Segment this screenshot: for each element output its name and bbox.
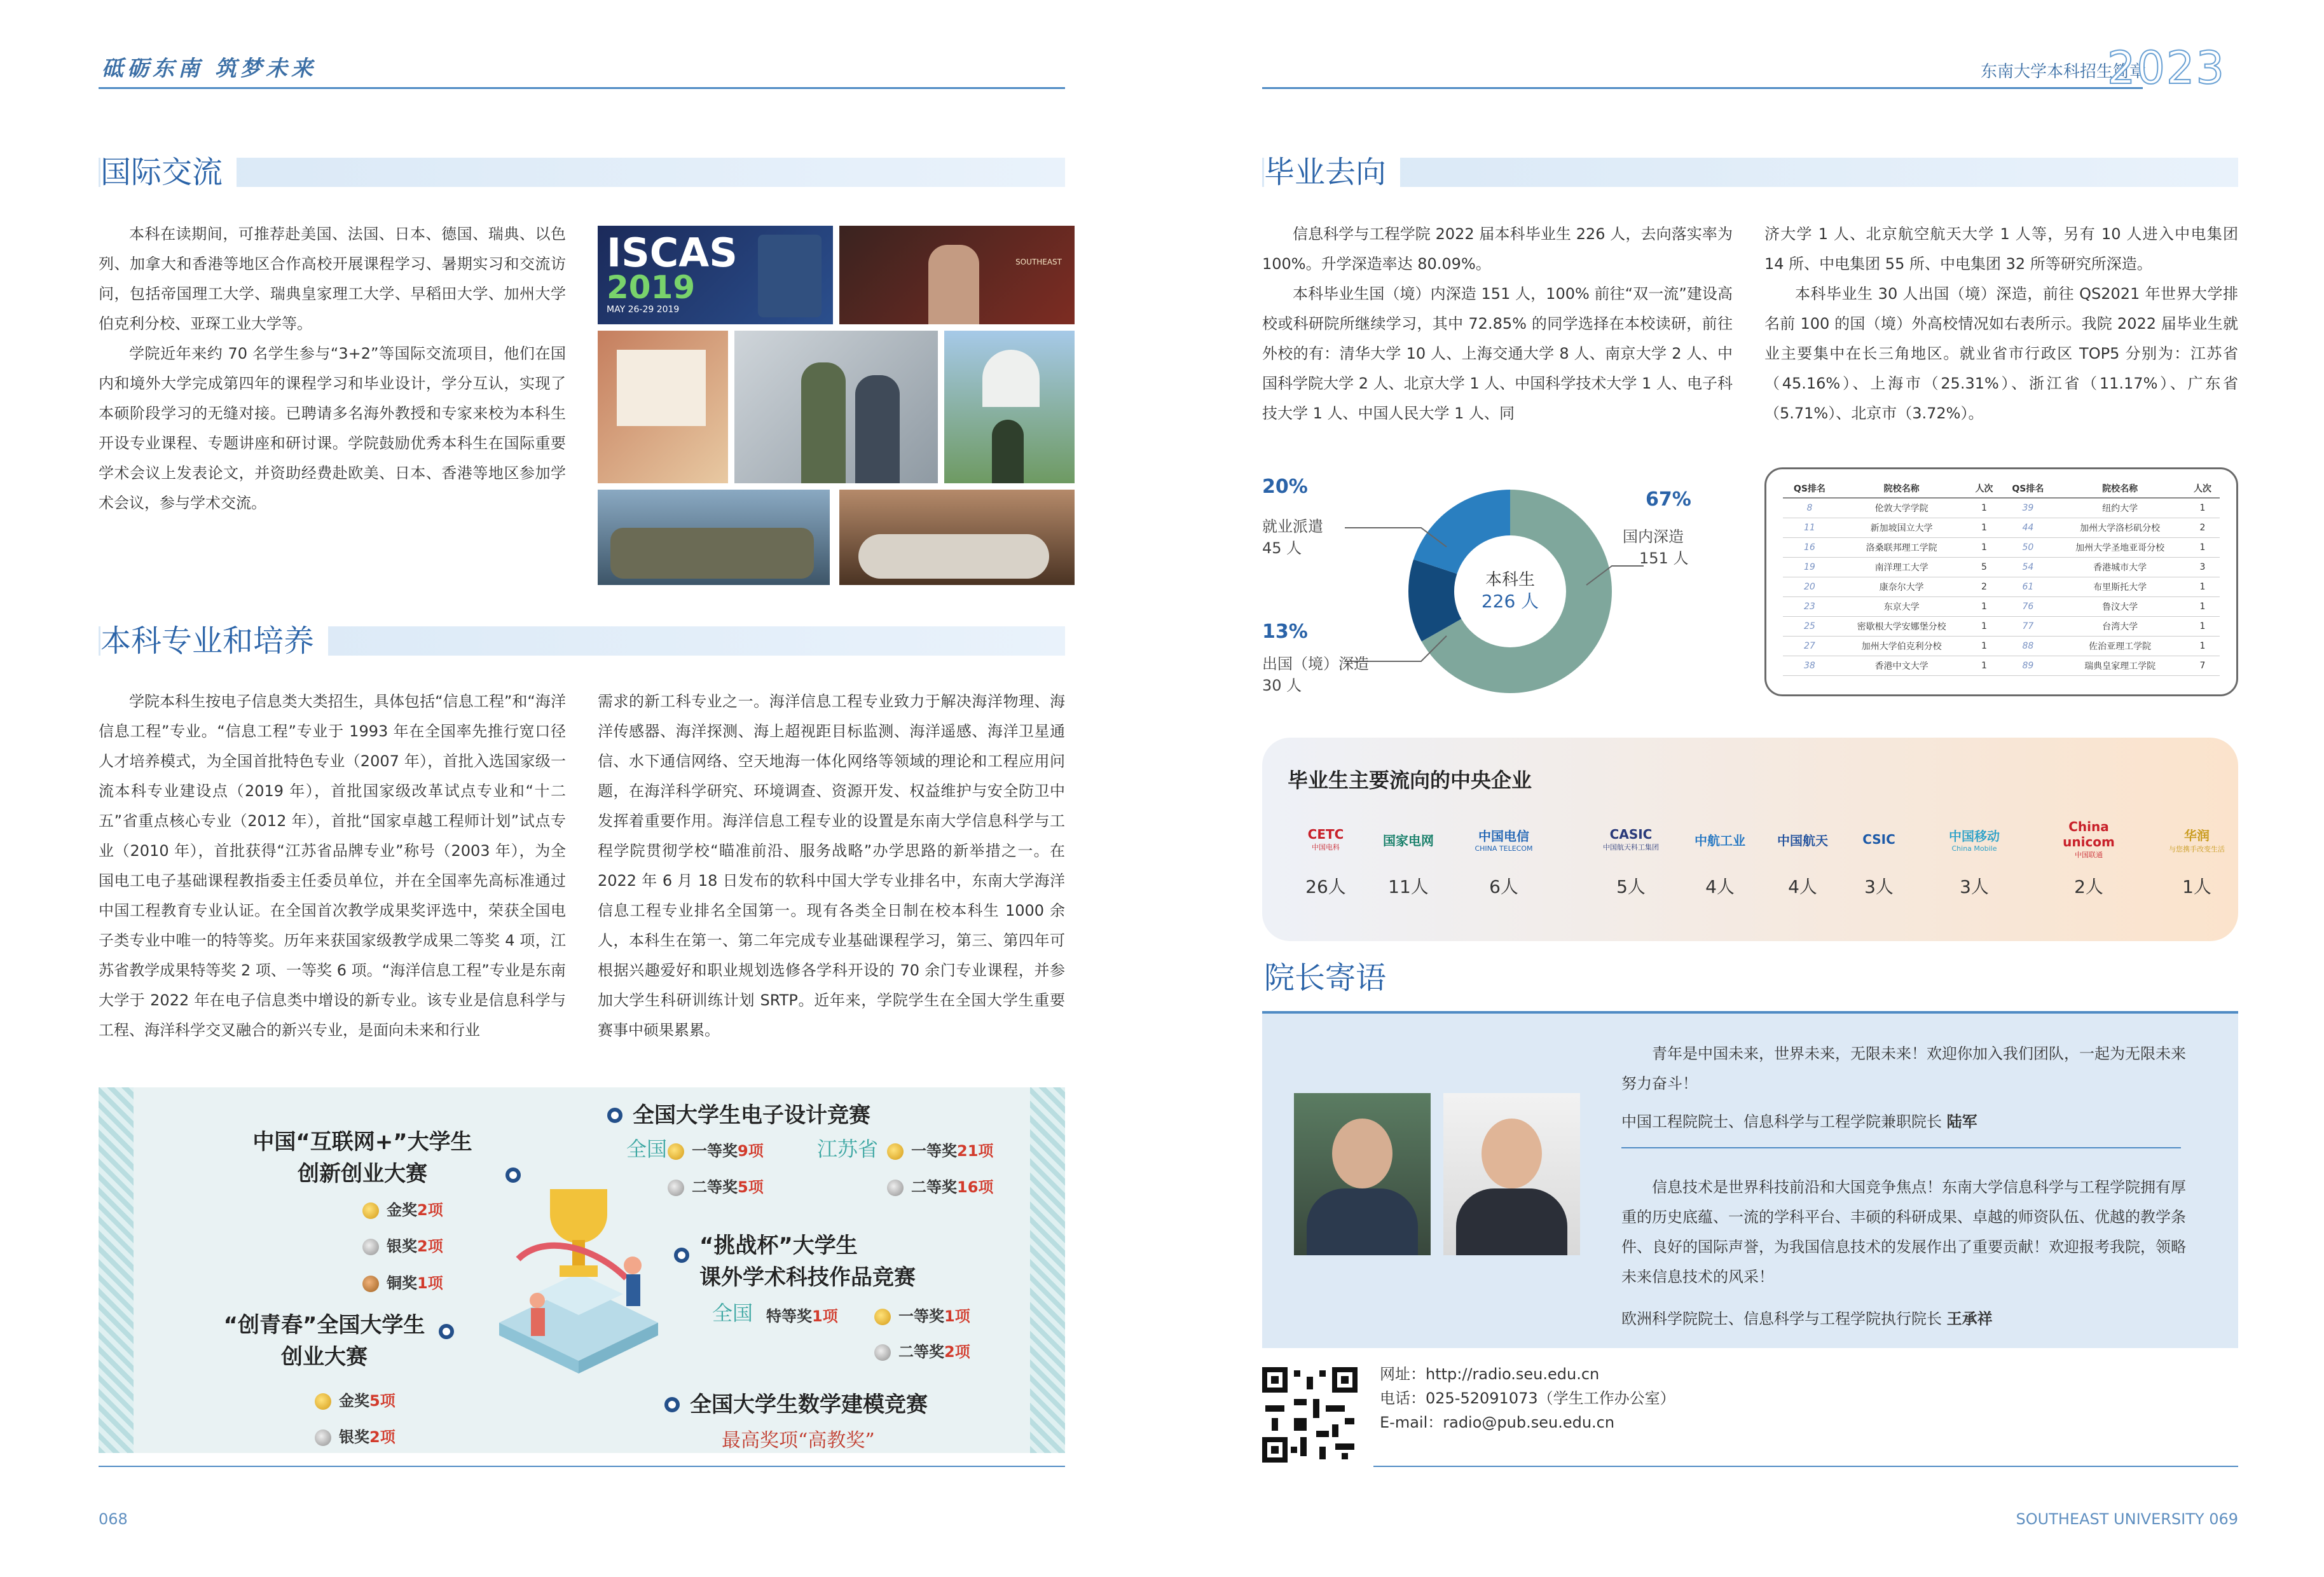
qs-table-row (1783, 636, 2220, 656)
iscas-date: MAY 26-29 2019 (607, 305, 680, 315)
footer-university: SOUTHEAST UNIVERSITY 069 (2016, 1510, 2238, 1528)
math-modeling-bullet (664, 1397, 680, 1412)
wang-chengxiang-suit (1456, 1188, 1567, 1255)
gold-medal-icon (362, 1202, 379, 1219)
intl-section-title: 国际交流 (100, 155, 237, 190)
enterprise-logo-icon (1847, 817, 1911, 862)
enterprise-logo-subtext: 与您携手改变生活 (2169, 844, 2225, 853)
qs-table-cell: 1 (1967, 616, 2001, 636)
qs-table-cell: 27 (1783, 636, 1836, 656)
contact-email[interactable]: E-mail：radio@pub.seu.edu.cn (1380, 1414, 1615, 1431)
graduation-col2-para-2: 本科毕业生 30 人出国（境）深造，前往 QS2021 年世界大学排名前 100 的国（境）外高校情况如右表所示。我院 2022 届毕业生就业主要集中在长三角地区。就业省市行政区 TOP5 分别为：江苏省（45.16%）、上海市（25.31%）、浙江省（11.17%）、广东省（5.71%）、北京市（3.72%）。 (1764, 285, 2238, 422)
photo-poster-session (598, 331, 728, 483)
qs-table-row (1783, 557, 2220, 577)
qs-ranking-table (1783, 479, 2220, 676)
gold-medal-icon (668, 1143, 684, 1160)
electronic-design-jiangsu-label: 江苏省 (817, 1137, 879, 1161)
qs-ranking-table-box (1764, 467, 2238, 696)
qs-table-cell: 1 (1967, 656, 2001, 675)
silver-medal-icon (887, 1180, 904, 1196)
enterprise-count: 3人 (1960, 876, 1989, 897)
qs-table-cell: 1 (1967, 596, 2001, 616)
qs-header-cell: 院校名称 (1836, 479, 1967, 498)
challenge-cup-title-1: “挑战杯”大学生 (699, 1233, 858, 1258)
challenge-cup-second: 二等奖2项 (874, 1339, 970, 1361)
qs-table-cell: 38 (1783, 656, 1836, 675)
challenge-cup-first: 一等奖1项 (874, 1304, 970, 1326)
qs-table-row (1783, 656, 2220, 675)
intl-body (99, 219, 566, 518)
enterprise-count: 4人 (1705, 876, 1735, 897)
qs-table-row (1783, 616, 2220, 636)
qs-header-cell: QS排名 (2001, 479, 2054, 498)
qs-table-cell: 布里斯托大学 (2054, 577, 2185, 596)
qs-table-cell: 1 (2185, 636, 2220, 656)
panel-stripes-right (1030, 1087, 1065, 1453)
graduation-col-1 (1262, 219, 1733, 429)
enterprise-count: 26人 (1305, 876, 1346, 897)
enterprise-logo-icon (1377, 817, 1440, 862)
qs-table-body (1783, 498, 2220, 675)
enterprise-logo-subtext: 中国航天科工集团 (1603, 843, 1659, 851)
enterprise-count: 6人 (1489, 876, 1518, 897)
major-col-2: 需求的新工科专业之一。海洋信息工程专业致力于解决海洋物理、海洋传感器、海洋探测、海上超视距目标监测、海洋遥感、海洋卫星通信、水下通信网络、空天地海一体化网络等领域的理论和工程应用问题，在海洋科学研究、环境调查、资源开发、权益维护与安全防卫中发挥着重要作用。海洋信息工程专业的设置是东南大学信息科学与工程学院贯彻学校“瞄准前沿、服务战略”办学思路的新举措之一。在 2022 年 6 月 18 日发布的软科中国大学专业排名中，东南大学海洋信息工程专业排名全国第一。现有各类全日制在校本科生 1000 余人，本科生在第一、第二年完成专业基础课程学习，第三、第四年可根据兴趣爱好和职业规划选修各学科开设的 70 余门专业课程，并参加大学生科研训练计划 SRTP。近年来，学院学生在全国大学生重要赛事中硕果累累。 (598, 692, 1065, 1039)
qs-table-cell: 23 (1783, 596, 1836, 616)
qs-table-cell: 25 (1783, 616, 1836, 636)
graduation-section-bar (1262, 158, 2238, 187)
intl-section-bar (99, 158, 1065, 187)
gold-medal-icon (315, 1393, 331, 1410)
chuangqingchun-bullet (439, 1324, 454, 1339)
photo-iscas-banner (598, 226, 833, 324)
qs-table-cell: 1 (1967, 636, 2001, 656)
person-3 (992, 420, 1024, 483)
photo-wang-chengxiang (1443, 1093, 1580, 1255)
qs-table-row (1783, 498, 2220, 518)
challenge-cup-national-label: 全国 (712, 1301, 753, 1325)
speaker-person (928, 245, 979, 324)
dean-message-2: 信息技术是世界科技前沿和大国竞争焦点！东南大学信息科学与工程学院拥有厚重的历史底蕴、一流的学科平台、丰硕的科研成果、卓越的师资队伍、优越的教学条件、良好的国际声誉，为我国信息技术的发展作出了重要贡献！欢迎报考我院，领略未来信息技术的风采！ (1621, 1178, 2186, 1286)
dean-divider (1621, 1147, 2181, 1148)
enterprise-count: 1人 (2182, 876, 2211, 897)
electronic-design-bullet (607, 1108, 622, 1123)
qs-table-row (1783, 596, 2220, 616)
enterprise-count: 11人 (1388, 876, 1429, 897)
iscas-person (758, 235, 822, 317)
qs-table-cell: 加州大学圣地亚哥分校 (2054, 537, 2185, 557)
qs-table-cell: 50 (2001, 537, 2054, 557)
qr-code[interactable] (1262, 1367, 1358, 1463)
graduation-col-2 (1764, 219, 2238, 429)
qs-table-cell: 20 (1783, 577, 1836, 596)
silver-medal-icon (668, 1180, 684, 1196)
photo-lu-jun (1294, 1093, 1431, 1255)
internet-plus-award-silver: 银奖2项 (362, 1234, 443, 1256)
enterprise-logo-text: 国家电网 (1383, 832, 1434, 848)
enterprise-logo-icon (2165, 817, 2229, 862)
major-section-title: 本科专业和培养 (100, 623, 328, 659)
donut-slice (1413, 490, 1510, 574)
qs-table-cell: 香港中文大学 (1836, 656, 1967, 675)
panel-stripes-left (99, 1087, 134, 1453)
iscas-title: ISCAS (607, 230, 738, 276)
bronze-medal-icon (362, 1276, 379, 1292)
enterprise-logo-text: CETC (1307, 827, 1344, 842)
qs-table-cell: 鲁汶大学 (2054, 596, 2185, 616)
electronic-design-national-label: 全国 (626, 1137, 668, 1161)
graduation-col1-para-2: 本科毕业生国（境）内深造 151 人，100% 前往“双一流”建设高校或科研院所继续学习，其中 72.85% 的同学选择在本校读研，前往外校的有：清华大学 10 人、上海交通大学 8 人、南京大学 2 人、中国科学院大学 2 人、北京大学 1 人、中国科学技术大学 1 人、电子科技大学 1 人、中国人民大学 1 人、同 (1262, 285, 1733, 422)
qs-table-cell: 61 (2001, 577, 2054, 596)
major-col-1: 学院本科生按电子信息类大类招生，具体包括“信息工程”和“海洋信息工程”专业。“信息工程”专业于 1993 年在全国率先推行宽口径人才培养模式，为全国首批特色专业（2007 年），首批入选国家级一流本科专业建设点（2019 年），首批国家级改革试点专业和“十二五”省重点核心专业（2012 年），首批“国家卓越工程师计划”试点专业（2010 年），首批获得“江苏省品牌专业”称号（2003 年），为全国电工电子基础课程教指委主任委员单位，并在全国率先高标准通过中国工程教育专业认证。在全国首次教学成果奖评选中，荣获全国电子类专业中唯一的特等奖。历年来获国家级教学成果二等奖 4 项，江苏省教学成果特等奖 2 项、一等奖 6 项。“海洋信息工程”专业是东南大学于 2022 年在电子信息类中增设的新专业。该专业是信息科学与工程、海洋科学交叉融合的新兴专业，是面向未来和行业 (99, 692, 566, 1039)
math-modeling-highest: 最高奖项“高教奖” (722, 1429, 875, 1452)
qs-table-cell: 3 (2185, 557, 2220, 577)
qs-table-row (1783, 537, 2220, 557)
enterprise-logo-text: 中国移动 (1949, 829, 2000, 844)
qs-table-cell: 7 (2185, 656, 2220, 675)
enterprise-logo-icon (1942, 817, 2006, 862)
enterprise-item (1764, 817, 1841, 899)
person-1 (801, 362, 846, 483)
lu-jun-suit (1307, 1188, 1418, 1255)
photo-banquet (839, 490, 1075, 585)
enterprise-item (1370, 817, 1447, 899)
silver-medal-icon (362, 1239, 379, 1255)
enterprise-count: 5人 (1616, 876, 1646, 897)
contact-phone: 电话：025-52091073（学生工作办公室） (1380, 1389, 1675, 1407)
qs-table-row (1783, 577, 2220, 596)
qs-table-cell: 77 (2001, 616, 2054, 636)
enterprise-item (2159, 817, 2235, 899)
enterprise-item (1593, 817, 1669, 899)
qs-table-cell: 1 (2185, 498, 2220, 518)
chuangqingchun-title-1: “创青春”全国大学生 (223, 1312, 425, 1338)
enterprises-title: 毕业生主要流向的中央企业 (1288, 768, 1532, 792)
enterprise-logo-text: 华润 (2184, 827, 2210, 843)
enterprise-count: 4人 (1788, 876, 1817, 897)
enterprise-logo-icon (1771, 817, 1834, 862)
chuangqingchun-title-2: 创业大赛 (281, 1344, 368, 1370)
qs-header-cell: 人次 (1967, 479, 2001, 498)
photo-speaker (839, 226, 1075, 324)
qs-table-cell: 密歇根大学安娜堡分校 (1836, 616, 1967, 636)
enterprise-logo-text: 中国航天 (1777, 832, 1828, 848)
capitol-dome (982, 350, 1040, 407)
graduation-col1-para-1: 信息科学与工程学院 2022 届本科毕业生 226 人，去向落实率为 100%。升学深造率达 80.09%。 (1262, 225, 1733, 273)
enterprise-item (1466, 817, 1542, 899)
qs-header-cell: 院校名称 (2054, 479, 2185, 498)
brochure-year: 2023 (2107, 42, 2225, 94)
photo-capitol (944, 331, 1075, 483)
header-rule-left (99, 87, 1065, 89)
enterprise-logo-subtext: China Mobile (1951, 844, 1997, 853)
electronic-design-national-first: 一等奖9项 (668, 1138, 764, 1160)
person-2 (855, 375, 900, 483)
qs-table-cell: 加州大学伯克利分校 (1836, 636, 1967, 656)
qs-table-cell: 1 (2185, 616, 2220, 636)
slice-employment-name: 就业派遣 (1262, 518, 1323, 535)
chuangqingchun-award-gold: 金奖5项 (315, 1388, 395, 1410)
trophy-illustration (474, 1164, 684, 1374)
slice-employment-pct: 20% (1262, 476, 1308, 498)
electronic-design-jiangsu-second: 二等奖16项 (887, 1174, 993, 1197)
graduation-section-title: 毕业去向 (1264, 155, 1400, 190)
slice-abroad-count: 30 人 (1262, 677, 1302, 694)
iscas-year: 2019 (607, 269, 696, 306)
lu-jun-face (1332, 1119, 1392, 1188)
contact-website[interactable]: 网址：http://radio.seu.edu.cn (1380, 1365, 1600, 1383)
enterprise-logo-subtext: 中国联通 (2075, 851, 2103, 859)
enterprise-item (2051, 817, 2127, 899)
qs-table-cell: 东京大学 (1836, 596, 1967, 616)
electronic-design-national-second: 二等奖5项 (668, 1174, 764, 1197)
enterprise-item (1288, 817, 1364, 899)
internet-plus-award-gold: 金奖2项 (362, 1197, 443, 1220)
photo-group-conference (734, 331, 938, 483)
wang-chengxiang-face (1482, 1119, 1542, 1188)
slice-abroad-pct: 13% (1262, 621, 1308, 643)
silver-medal-icon (315, 1429, 331, 1446)
qs-table-cell: 2 (2185, 518, 2220, 537)
qs-table-cell: 16 (1783, 537, 1836, 557)
qs-table-cell: 洛桑联邦理工学院 (1836, 537, 1967, 557)
dean-signature-1: 中国工程院院士、信息科学与工程学院兼职院长 陆军 (1621, 1113, 1977, 1131)
dean-section-title: 院长寄语 (1264, 960, 1400, 996)
group-people (610, 528, 814, 579)
qs-header-cell: QS排名 (1783, 479, 1836, 498)
enterprise-logo-subtext: CHINA TELECOM (1475, 844, 1533, 853)
slice-domestic-count: 151 人 (1639, 549, 1689, 567)
enterprise-item (1841, 817, 1917, 899)
qs-table-cell: 19 (1783, 557, 1836, 577)
qs-table-cell: 11 (1783, 518, 1836, 537)
enterprise-count: 2人 (2074, 876, 2103, 897)
gold-medal-icon (874, 1309, 891, 1325)
qs-table-cell: 瑞典皇家理工学院 (2054, 656, 2185, 675)
header-slogan: 砥砺东南 筑梦未来 (102, 56, 317, 81)
slice-domestic-pct: 67% (1646, 488, 1691, 511)
enterprise-logo-text: 中国电信 (1478, 829, 1529, 844)
qs-table-cell: 8 (1783, 498, 1836, 518)
enterprise-logo-icon (2057, 817, 2121, 862)
enterprise-logo-icon (1472, 817, 1536, 862)
enterprises-panel (1262, 738, 2238, 941)
qs-table-cell: 2 (1967, 577, 2001, 596)
page-number-right: 069 (2209, 1510, 2238, 1528)
qs-table-row (1783, 518, 2220, 537)
enterprise-logo-icon (1688, 817, 1752, 862)
qs-table-cell: 1 (1967, 498, 2001, 518)
qs-table-header (1783, 479, 2220, 498)
qs-table-cell: 5 (1967, 557, 2001, 577)
qs-table-cell: 康奈尔大学 (1836, 577, 1967, 596)
graduation-col2-para-1: 济大学 1 人、北京航空航天大学 1 人等，另有 10 人进入中电集团 14 所、中电集团 55 所、中电集团 32 所等研究所深造。 (1764, 225, 2238, 273)
speaker-sign: SOUTHEAST (1015, 258, 1062, 266)
silver-medal-icon (874, 1344, 891, 1361)
gold-medal-icon (887, 1143, 904, 1160)
competition-panel (99, 1087, 1065, 1453)
enterprise-item (1936, 817, 2012, 899)
enterprise-count: 3人 (1864, 876, 1894, 897)
slice-employment-count: 45 人 (1262, 539, 1302, 557)
qs-table-cell: 76 (2001, 596, 2054, 616)
enterprise-logo-text: 中航工业 (1695, 832, 1745, 848)
photo-lake-group (598, 490, 830, 585)
brochure-title: 东南大学本科招生简章 (1980, 62, 2146, 81)
poster-board (617, 350, 706, 426)
qs-table-cell: 伦敦大学学院 (1836, 498, 1967, 518)
internet-plus-title-1: 中国“互联网+”大学生 (252, 1129, 472, 1155)
enterprise-logo-text: CSIC (1862, 832, 1895, 847)
intl-para-1: 本科在读期间，可推荐赴美国、法国、日本、德国、瑞典、以色列、加拿大和香港等地区合作高校开展课程学习、暑期实习和交流访问，包括帝国理工大学、瑞典皇家理工大学、早稻田大学、加州大学伯克利分校、亚琛工业大学等。 (99, 225, 566, 333)
chuangqingchun-award-silver: 银奖2项 (315, 1424, 395, 1447)
enterprise-logo-text: CASIC (1609, 827, 1653, 842)
enterprise-logo-text: China unicom (2063, 819, 2115, 850)
qs-table-cell: 54 (2001, 557, 2054, 577)
qs-table-cell: 1 (1967, 518, 2001, 537)
donut-center-value: 226 人 (1481, 591, 1539, 612)
challenge-cup-bullet (674, 1248, 689, 1263)
enterprise-item (1682, 817, 1758, 899)
internet-plus-award-bronze: 铜奖1项 (362, 1271, 443, 1293)
electronic-design-jiangsu-first: 一等奖21项 (887, 1138, 993, 1160)
qs-table-cell: 纽约大学 (2054, 498, 2185, 518)
slice-domestic-name: 国内深造 (1623, 528, 1684, 546)
qs-table-cell: 1 (1967, 537, 2001, 557)
banquet-table (858, 534, 1049, 579)
qs-table-cell: 1 (2185, 537, 2220, 557)
math-modeling-title: 全国大学生数学建模竞赛 (690, 1392, 928, 1417)
electronic-design-title: 全国大学生电子设计竞赛 (633, 1103, 870, 1128)
dean-message-panel (1262, 1011, 2238, 1348)
qs-table-cell: 44 (2001, 518, 2054, 537)
page-number-left: 068 (99, 1510, 128, 1528)
dean-message-1: 青年是中国未来，世界未来，无限未来！欢迎你加入我们团队，一起为无限未来努力奋斗！ (1621, 1045, 2186, 1092)
slice-abroad-name: 出国（境）深造 (1262, 655, 1369, 673)
enterprise-logo-icon (1599, 817, 1663, 862)
dean-signature-2: 欧洲科学院院士、信息科学与工程学院执行院长 王承祥 (1621, 1310, 1993, 1328)
qs-table-cell: 佐治亚理工学院 (2054, 636, 2185, 656)
qs-table-cell: 新加坡国立大学 (1836, 518, 1967, 537)
qs-table-cell: 88 (2001, 636, 2054, 656)
qs-table-cell: 1 (2185, 577, 2220, 596)
intl-para-2: 学院近年来约 70 名学生参与“3+2”等国际交流项目，他们在国内和境外大学完成第四年的课程学习和毕业设计，学分互认，实现了本硕阶段学习的无缝对接。已聘请多名海外教授和专家来校为本科生开设专业课程、专题讲座和研讨课。学院鼓励优秀本科生在国际重要学术会议上发表论文，并资助经费赴欧美、日本、香港等地区参加学术会议，参与学术交流。 (99, 345, 566, 512)
enterprise-logo-subtext: 中国电科 (1312, 843, 1340, 851)
qs-table-cell: 台湾大学 (2054, 616, 2185, 636)
enterprise-logo-icon (1294, 817, 1358, 862)
header-rule-right (1262, 87, 2143, 89)
qs-table-cell: 1 (2185, 596, 2220, 616)
qs-table-cell: 加州大学洛杉矶分校 (2054, 518, 2185, 537)
internet-plus-bullet (505, 1167, 521, 1183)
donut-center-label: 本科生 (1485, 570, 1536, 589)
challenge-cup-special: 特等奖1项 (766, 1307, 838, 1325)
internet-plus-title-2: 创新创业大赛 (298, 1161, 427, 1187)
qs-table-cell: 香港城市大学 (2054, 557, 2185, 577)
contact-info (1380, 1362, 1675, 1435)
footer-rule-right (1373, 1466, 2238, 1467)
qs-table-cell: 南洋理工大学 (1836, 557, 1967, 577)
qs-table-cell: 89 (2001, 656, 2054, 675)
qs-table-cell: 39 (2001, 498, 2054, 518)
footer-rule-left (99, 1466, 1065, 1467)
qs-header-cell: 人次 (2185, 479, 2220, 498)
challenge-cup-title-2: 课外学术科技作品竞赛 (699, 1265, 916, 1290)
